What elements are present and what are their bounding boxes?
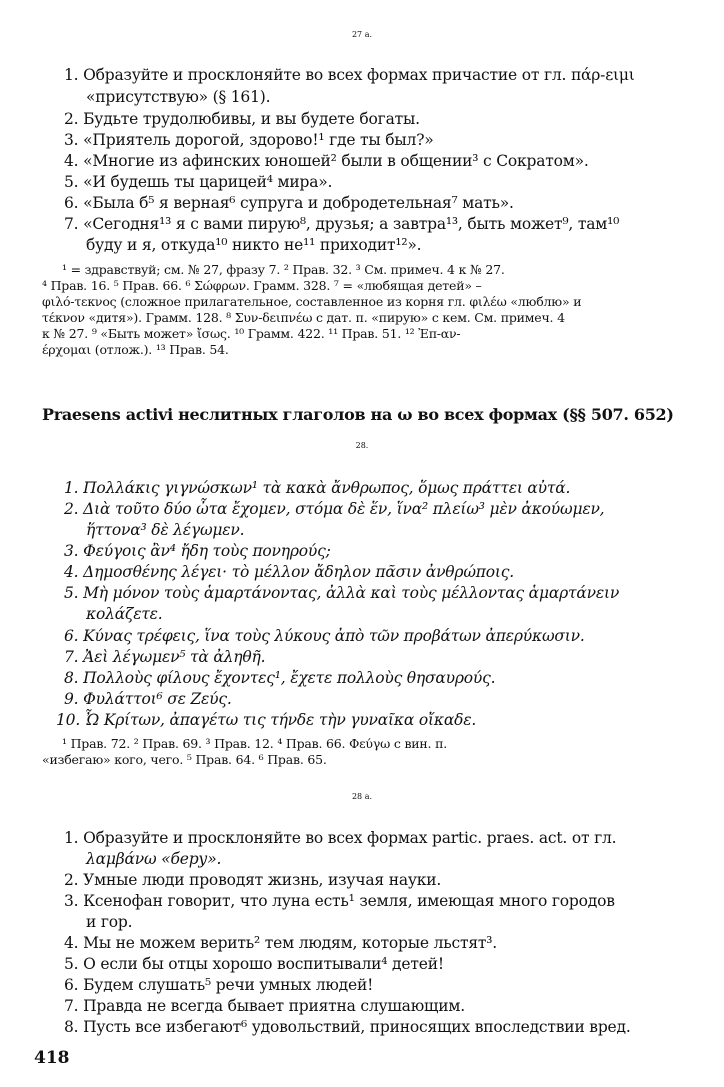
exercise-27a-title: 27 a. <box>351 30 373 39</box>
ex28-line-3: 3. Φεύγοις ἂν⁴ ἤδη τοὺς πονηρούς; <box>64 542 331 560</box>
ex28-line-2b: ἥττονα³ δὲ λέγωμεν. <box>86 521 245 539</box>
ex28a-line-5: 5. О если бы отцы хорошо воспитывали⁴ детей! <box>64 955 444 973</box>
ex27a-line-2: 2. Будьте трудолюбивы, и вы будете богаты. <box>64 110 420 128</box>
ex28-line-8: 8. Πολλοὺς φίλους ἔχοντες¹, ἔχετε πολλοὺς θησαυρούς. <box>64 669 496 687</box>
ex28a-line-1: 1. Образуйте и просклоняйте во всех формах partic. praes. act. от гл. <box>64 829 617 847</box>
ex28a-line-7: 7. Правда не всегда бывает приятна слушающим. <box>64 997 465 1015</box>
section-heading: Praesens activi неслитных глаголов на ω во всех формах (§§ 507. 652) <box>42 405 674 424</box>
ex28-line-1: 1. Πολλάκις γιγνώσκων¹ τὰ κακὰ ἄνθρωπος, ὅμως πράττει αὐτά. <box>64 479 571 497</box>
ex27a-line-4: 4. «Многие из афинских юношей² были в общении³ с Сократом». <box>64 152 589 170</box>
page-number: 418 <box>34 1048 70 1068</box>
ex27a-footnote-1: ¹ = здравствуй; см. № 27, фразу 7. ² Прав. 32. ³ См. примеч. 4 к № 27. <box>62 262 505 277</box>
ex27a-line-3: 3. «Приятель дорогой, здорово!¹ где ты был?» <box>64 131 434 149</box>
ex28-line-9: 9. Φυλάττοι⁶ σε Ζεύς. <box>64 690 232 708</box>
ex27a-footnote-6: έρχομαι (отлож.). ¹³ Прав. 54. <box>42 342 229 357</box>
exercise-28-title: 28. <box>355 441 369 450</box>
ex27a-line-7: 7. «Сегодня¹³ я с вами пирую⁸, друзья; а завтра¹³, быть может⁹, там¹⁰ <box>64 215 620 233</box>
ex27a-line-7b: буду и я, откуда¹⁰ никто не¹¹ приходит¹²». <box>86 236 422 254</box>
exercise-28a-title: 28 a. <box>351 792 373 801</box>
ex28-footnote-1: ¹ Прав. 72. ² Прав. 69. ³ Прав. 12. ⁴ Прав. 66. Φεύγω с вин. п. <box>62 736 447 751</box>
ex28a-line-3b: и гор. <box>86 913 133 931</box>
ex28-footnote-2: «избегаю» кого, чего. ⁵ Прав. 64. ⁶ Прав. 65. <box>42 752 327 767</box>
ex28a-line-1b: λαμβάνω «беру». <box>86 850 222 868</box>
ex27a-footnote-2: ⁴ Прав. 16. ⁵ Прав. 66. ⁶ Σώφρων. Грамм. 328. ⁷ = «любящая детей» – <box>42 278 482 293</box>
ex28-line-10: 10. Ὦ Κρίτων, ἀπαγέτω τις τήνδε τὴν γυναῖκα οἴκαδε. <box>56 711 477 729</box>
ex27a-line-1b: «присутствую» (§ 161). <box>86 88 271 106</box>
ex28-line-4: 4. Δημοσθένης λέγει· τὸ μέλλον ἄδηλον πᾶσιν ἀνθρώποις. <box>64 563 514 581</box>
ex28-line-2: 2. Διὰ τοῦτο δύο ὦτα ἔχομεν, στόμα δὲ ἕν, ἵνα² πλείω³ μὲν ἀκούωμεν, <box>64 500 605 518</box>
ex27a-footnote-4: τέκνον «дитя»). Грамм. 128. ⁸ Συν-δειπνέω с дат. п. «пирую» с кем. См. примеч. 4 <box>42 310 565 325</box>
ex28-line-7: 7. Ἀεὶ λέγωμεν⁵ τὰ ἀληθῆ. <box>64 648 266 666</box>
ex27a-line-1: 1. Образуйте и просклоняйте во всех формах причастие от гл. πάρ-ειμι <box>64 66 635 84</box>
ex27a-footnote-3: φιλό-τεκνος (сложное прилагательное, составленное из корня гл. φιλέω «люблю» и <box>42 294 582 309</box>
ex28a-line-3: 3. Ксенофан говорит, что луна есть¹ земля, имеющая много городов <box>64 892 615 910</box>
ex27a-footnote-5: к № 27. ⁹ «Быть может» ἴσως. ¹⁰ Грамм. 422. ¹¹ Прав. 51. ¹² Ἐπ-αν- <box>42 326 461 341</box>
ex28a-line-4: 4. Мы не можем верить² тем людям, которые льстят³. <box>64 934 498 952</box>
ex28-line-5b: κολάζετε. <box>86 605 163 623</box>
ex28-line-5: 5. Μὴ μόνον τοὺς ἁμαρτάνοντας, ἀλλὰ καὶ τοὺς μέλλοντας ἁμαρτάνειν <box>64 584 620 602</box>
ex28-line-6: 6. Κύνας τρέφεις, ἵνα τοὺς λύκους ἀπὸ τῶν προβάτων ἀπερύκωσιν. <box>64 627 585 645</box>
ex28a-line-6: 6. Будем слушать⁵ речи умных людей! <box>64 976 374 994</box>
ex28a-line-8: 8. Пусть все избегают⁶ удовольствий, приносящих впоследствии вред. <box>64 1018 631 1036</box>
ex27a-line-5: 5. «И будешь ты царицей⁴ мира». <box>64 173 333 191</box>
ex27a-line-6: 6. «Была б⁵ я верная⁶ супруга и добродетельная⁷ мать». <box>64 194 514 212</box>
ex28a-line-2: 2. Умные люди проводят жизнь, изучая науки. <box>64 871 442 889</box>
